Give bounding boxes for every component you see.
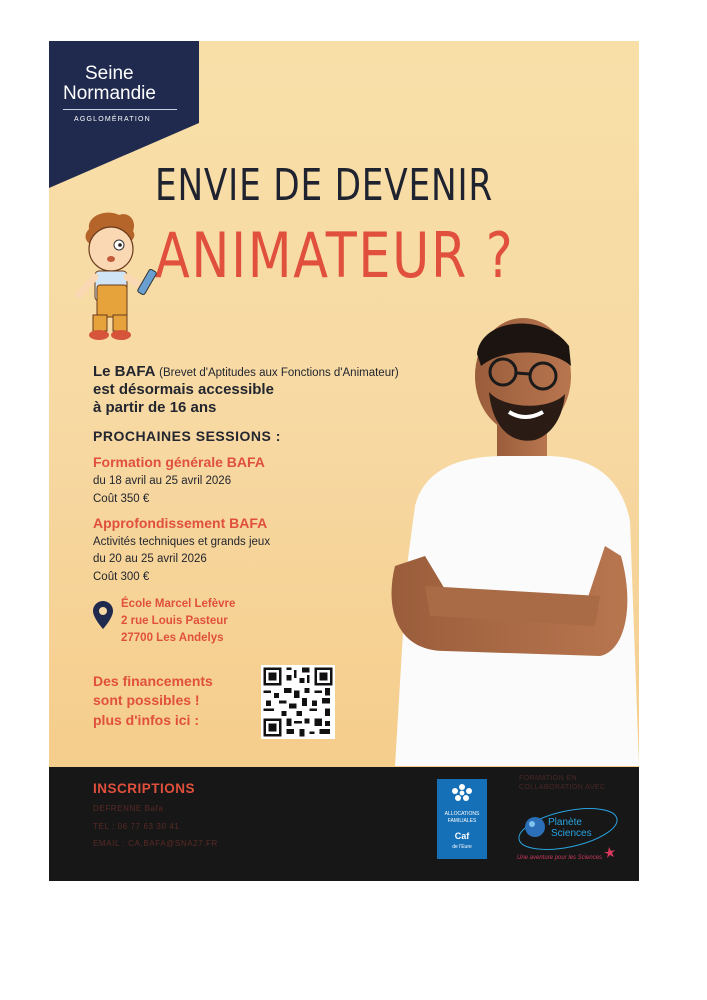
caf-label-line2: FAMILIALES [447, 818, 477, 824]
advanced-session-topic: Activités techniques et grands jeux [93, 536, 271, 548]
intro-line2: est désormais accessible [93, 381, 274, 398]
logo-line-seine: Seine [85, 63, 134, 84]
headline-line2: ANIMATEUR ? [155, 219, 515, 292]
partner-line2: COLLABORATION AVEC [519, 784, 606, 791]
planete-tagline: Une aventure pour les Sciences [517, 855, 603, 861]
advanced-session-cost: Coût 300 € [93, 571, 150, 583]
caf-logo [437, 779, 487, 859]
general-session-cost: Coût 350 € [93, 493, 150, 505]
financing-line3: plus d'infos ici : [93, 712, 199, 728]
logo-line-normandie: Normandie [63, 83, 156, 104]
location-pin-icon [93, 601, 113, 629]
partner-line1: FORMATION EN [519, 775, 577, 782]
contact-phone[interactable]: TEL : 06 77 63 30 41 [93, 822, 180, 831]
caf-emblem-icon [449, 783, 475, 805]
logo-line-agglomeration: AGGLOMÉRATION [74, 116, 151, 123]
inscriptions-heading: INSCRIPTIONS [93, 781, 196, 796]
advanced-session-title: Approfondissement BAFA [93, 515, 268, 531]
financing-line1: Des financements [93, 673, 213, 689]
advanced-session-dates: du 20 au 25 avril 2026 [93, 553, 207, 565]
star-icon [604, 847, 615, 858]
planete-name-line2: Sciences [551, 828, 592, 839]
smiling-man-photo [385, 306, 639, 766]
planete-name-line1: Planète [548, 817, 582, 828]
caf-name: Caf [454, 831, 470, 841]
general-session-dates: du 18 avril au 25 avril 2026 [93, 475, 232, 487]
poster [49, 41, 639, 881]
planete-sciences-logo [513, 799, 623, 871]
contact-email[interactable]: EMAIL : CA.BAFA@SNA27.FR [93, 839, 218, 848]
headline-line1: ENVIE DE DEVENIR [155, 160, 493, 211]
sessions-heading: PROCHAINES SESSIONS : [93, 428, 281, 444]
cartoon-kid-illustration [67, 207, 167, 342]
bafa-label: Le BAFA [93, 363, 155, 380]
contact-name: DEFRENNE Bafa [93, 804, 164, 813]
location-street: 2 rue Louis Pasteur [121, 615, 228, 627]
caf-region: de l'Eure [452, 844, 472, 850]
general-session-title: Formation générale BAFA [93, 454, 265, 470]
intro-line1 [93, 363, 399, 380]
bafa-full-name: (Brevet d'Aptitudes aux Fonctions d'Animateur) [159, 367, 399, 379]
location-name: École Marcel Lefèvre [121, 598, 236, 610]
caf-label-line1: ALLOCATIONS [444, 811, 480, 817]
intro-line3: à partir de 16 ans [93, 399, 217, 416]
location-city: 27700 Les Andelys [121, 632, 224, 644]
logo-divider [63, 109, 177, 110]
footer-band [49, 767, 639, 881]
financing-line2: sont possibles ! [93, 692, 200, 708]
qr-code[interactable] [261, 665, 335, 739]
